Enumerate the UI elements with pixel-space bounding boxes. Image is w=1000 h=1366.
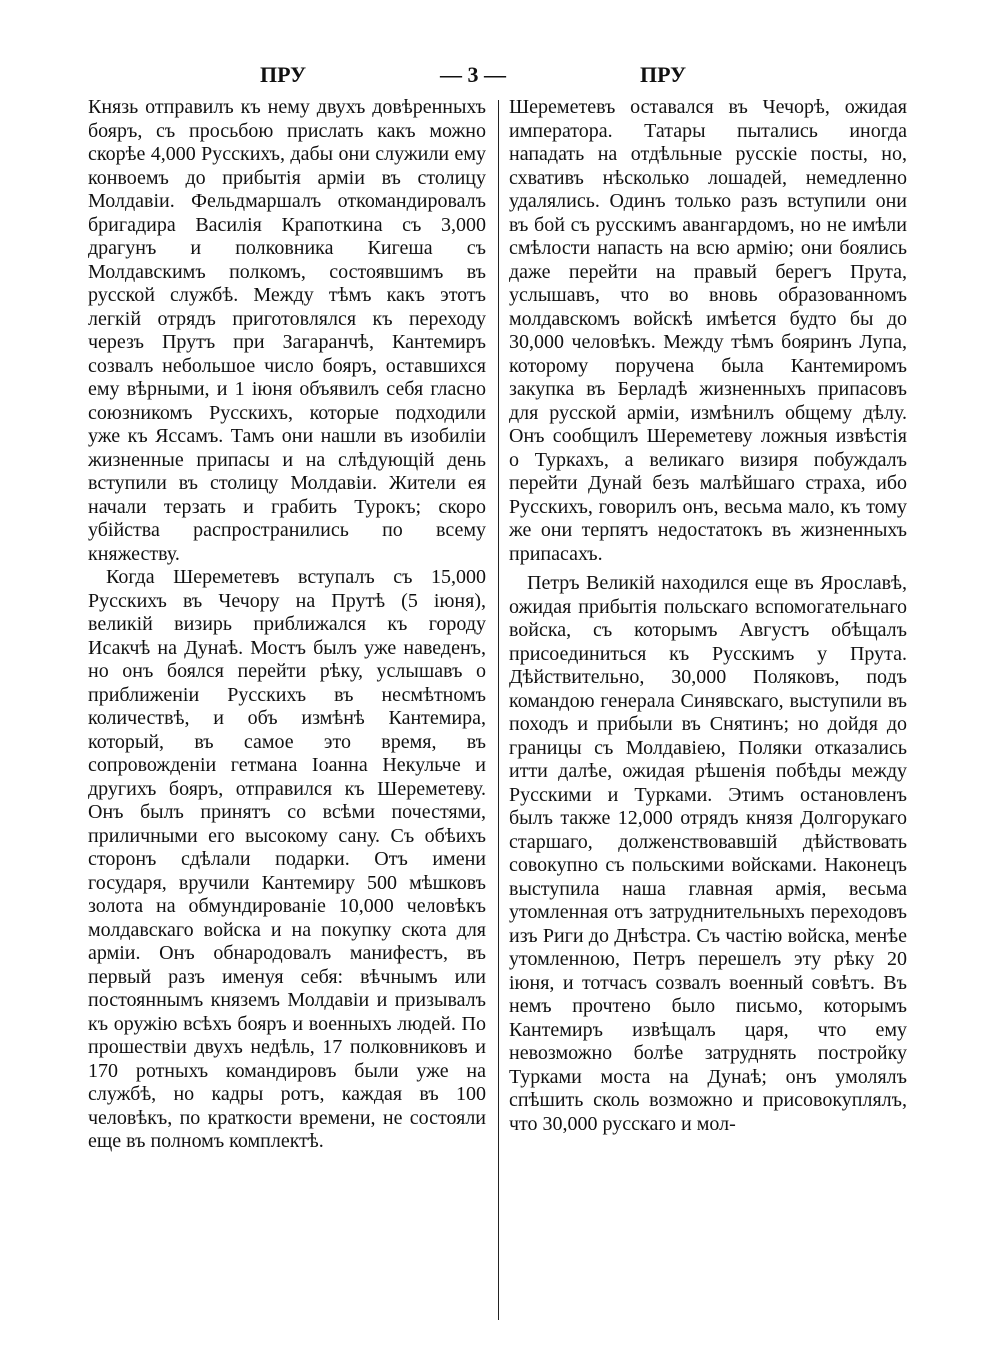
right-column [509,96,907,1136]
left-paragraph-2: Когда Шереметевъ вступалъ съ 15,000 Русскихъ въ Чечору на Прутѣ (5 іюня), великій визирь приближался къ городу Исакчѣ на Дунаѣ. Мостъ былъ уже наведенъ, но онъ боялся перейти рѣку, услышавъ о приближеніи Русскихъ въ несмѣтномъ количествѣ, и объ измѣнѣ Кантемира, который, въ самое это время, въ сопровожденіи гетмана Іоанна Некульче и другихъ бояръ, отправился къ Шереметеву. Онъ былъ принятъ со всѣми почестями, приличными его высокому сану. Съ обѣихъ сторонъ сдѣлали подарки. Отъ имени государя, вручили Кантемиру 500 мѣшковъ золота на обмундированіе 10,000 человѣкъ молдавскаго войска и на покупку скота для арміи. Онъ обнародовалъ манифестъ, въ первый разъ именуя себя: вѣчнымъ или постояннымъ княземъ Молдавіи и призывалъ къ оружію всѣхъ бояръ и военныхъ людей. По прошествіи двухъ недѣль, 17 полковниковъ и 170 ротныхъ командировъ были уже на службѣ, но кадры ротъ, каждая въ 100 человѣкъ, по краткости времени, не состояли еще въ полномъ комплектѣ. [88,566,486,1152]
left-column [88,96,486,1154]
left-paragraph-1: Князь отправилъ къ нему двухъ довѣренныхъ бояръ, съ просьбою прислать какъ можно скорѣе 4,000 Русскихъ, дабы они служили ему конвоемъ до прибытія арміи въ столицу Молдавіи. Фельдмаршалъ откомандировалъ бригадира Василія Крапоткина съ 3,000 драгунъ и полковника Кигеша съ Молдавскимъ полкомъ, состоявшимъ въ русской службѣ. Между тѣмъ какъ этотъ легкій отрядъ приготовлялся къ переходу черезъ Прутъ при Загаранчѣ, Кантемиръ созвалъ небольшое число бояръ, оставшихся ему вѣрными, и 1 іюня объявилъ себя гласно союзникомъ Русскихъ, которые подходили уже къ Яссамъ. Тамъ они нашли въ изобиліи жизненные припасы и на слѣдующій день вступили въ столицу Молдавіи. Жители ея начали терзать и грабить Турокъ; скоро убійства распространились по всему княжеству. [88,96,486,565]
right-paragraph-2: Петръ Великій находился еще въ Ярославѣ, ожидая прибытія польскаго вспомогательнаго войска, съ которымъ Августъ обѣщалъ присоединиться къ Русскимъ у Прута. Дѣйствительно, 30,000 Поляковъ, подъ командою генерала Синявскаго, выступили въ походъ и прибыли въ Снятинъ; но дойдя до границы съ Молдавіею, Поляки отказались итти далѣе, ожидая рѣшенія побѣды между Русскими и Турками. Этимъ остановленъ былъ также 12,000 отрядъ князя Долгорукаго старшаго, долженствовавшій дѣйствовать совокупно съ польскими войсками. Наконецъ выступила наша главная армія, весьма утомленная отъ затруднительныхъ переходовъ изъ Риги до Днѣстра. Съ частію войска, менѣе утомленною, Петръ перешелъ эту рѣку 20 іюня, и тотчасъ созвалъ военный совѣтъ. Въ немъ прочтено было письмо, которымъ Кантемиръ извѣщалъ царя, что ему невозможно болѣе затруднять постройку Турками моста на Дунаѣ; онъ умолялъ спѣшить сколь возможно и присовокуплялъ, что 30,000 русскаго и мол- [509,572,907,1135]
header-left-word: ПРУ [260,62,307,87]
running-header [70,62,930,92]
right-paragraph-1: Шереметевъ оставался въ Чечорѣ, ожидая императора. Татары пытались иногда нападать на отдѣльные русскіе посты, но, схвативъ нѣсколько лошадей, немедленно удалялись. Одинъ только разъ вступили они въ бой съ русскимъ авангардомъ, но не имѣли смѣлости напасть на всю армію; они боялись даже перейти на правый берегъ Прута, услышавъ, что во вновь образованномъ молдавскомъ войскѣ имѣется будто бы до 30,000 человѣкъ. Между тѣмъ бояринъ Лупа, которому поручена была Кантемиромъ закупка въ Берладѣ жизненныхъ припасовъ для русской арміи, измѣнилъ общему дѣлу. Онъ сообщилъ Шереметеву ложныя извѣстія о Туркахъ, а великаго визиря побуждалъ перейти Дунай безъ малѣйшаго страха, ибо Русскихъ, говорилъ онъ, весьма мало, къ тому же они терпятъ недостатокъ въ жизненныхъ припасахъ. [509,96,907,565]
header-right-word: ПРУ [640,62,687,87]
column-divider [498,100,499,1320]
page-number: — 3 — [440,62,506,87]
